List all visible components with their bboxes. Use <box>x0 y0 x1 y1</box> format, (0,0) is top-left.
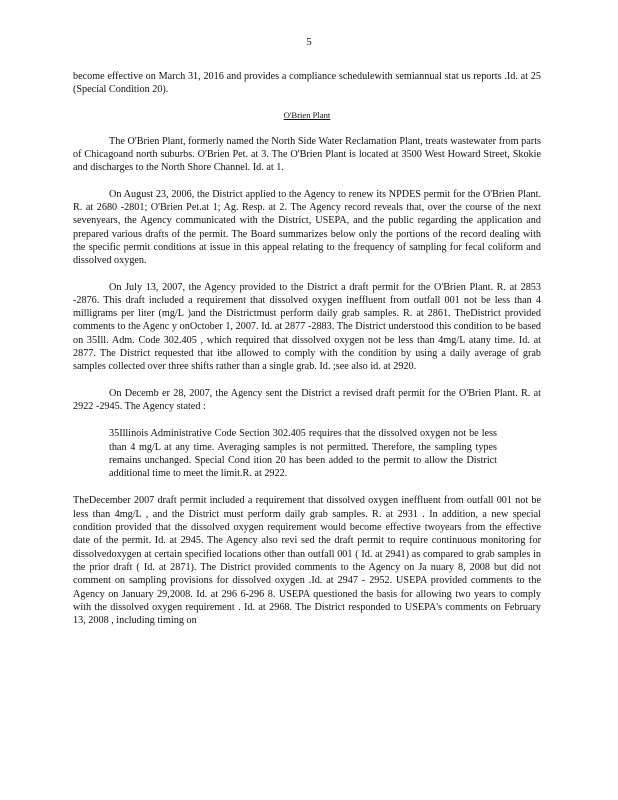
paragraph-4: On Decemb er 28, 2007, the Agency sent the District a revised draft permit for the O'Brien Plant. R. at 2922 -2945. The Agency stated : <box>73 387 541 412</box>
paragraph-5: TheDecember 2007 draft permit included a requirement that dissolved oxygen ineffluent from outfall 001 not be less than 4mg/L , and the District must perform daily grab samples. R. at 2931 . In addition, a new special condition provided that the dissolved oxygen requirement would become effective twoyears from the effective date of the permit. Id. at 2945. The Agency also revi sed the draft permit to require continuous monitoring for dissolvedoxygen at certain specified locations other than outfall 001 ( Id. at 2941) as compared to grab samples in the prior draft ( Id. at 2871). The District provided comments to the Agency on Ja nuary 8, 2008 but did not comment on sampling provisions for dissolved oxygen .Id. at 2947 - 2952. USEPA provided comments to the Agency on January 29,2008. Id. at 296 6-296 8. USEPA questioned the basis for allowing two years to comply with the dissolved oxygen requirement . Id. at 2968. The District responded to USEPA's comments on February 13, 2008 , including timing on <box>73 495 541 627</box>
paragraph-2: On August 23, 2006, the District applied to the Agency to renew its NPDES permit for the O'Brien Plant. R. at 2680 -2801; O'Brien Pet.at 1; Ag. Resp. at 2. The Agency record reveals that, over the course of the next sevenyears, the Agency communicated with the District, USEPA, and the public regarding the application and prepared various drafts of the permit. The Board summarizes below only the portions of the record dealing with the specific permit conditions at issue in this appeal relating to the frequency of sampling for fecal coliform and dissolved oxygen. <box>73 188 541 267</box>
document-body <box>73 70 541 627</box>
section-heading-text: O'Brien Plant <box>283 109 331 120</box>
block-quote: 35Illinois Administrative Code Section 302.405 requires that the dissolved oxygen not be less than 4 mg/L at any time. Averaging samples is not permitted. Therefore, the sampling types remains unchanged. Special Cond ition 20 has been added to the permit to allow the District additional time to meet the limit.R. at 2922. <box>109 428 497 480</box>
paragraph-1: The O'Brien Plant, formerly named the North Side Water Reclamation Plant, treats wastewater from parts of Chicagoand north suburbs. O'Brien Pet. at 3. The O'Brien Plant is located at 3500 West Howard Street, Skokie and discharges to the North Shore Channel. Id. at 1. <box>73 135 541 174</box>
page-number: 5 <box>306 36 312 48</box>
intro-paragraph: become effective on March 31, 2016 and provides a compliance schedulewith semiannual stat us reports .Id. at 25 (Special Condition 20). <box>73 71 541 96</box>
section-heading <box>73 109 541 122</box>
paragraph-3: On July 13, 2007, the Agency provided to the District a draft permit for the O'Brien Plant. R. at 2853 -2876. This draft included a requirement that dissolved oxygen ineffluent from outfall 001 not be less than 4 milligrams per liter (mg/L )and the Districtmust perform daily grab samples. R. at 2861. TheDistrict provided comments to the Agenc y onOctober 1, 2007. Id. at 2877 -2883. The District understood this condition to be based on 35Ill. Adm. Code 302.405 , which required that dissolved oxygen not be less than 4mg/L atany time. Id. at 2877. The District requested that itbe allowed to comply with the condition by using a daily average of grab samples collected over three shifts rather than a single grab. Id. ;see also id. at 2920. <box>73 281 541 373</box>
